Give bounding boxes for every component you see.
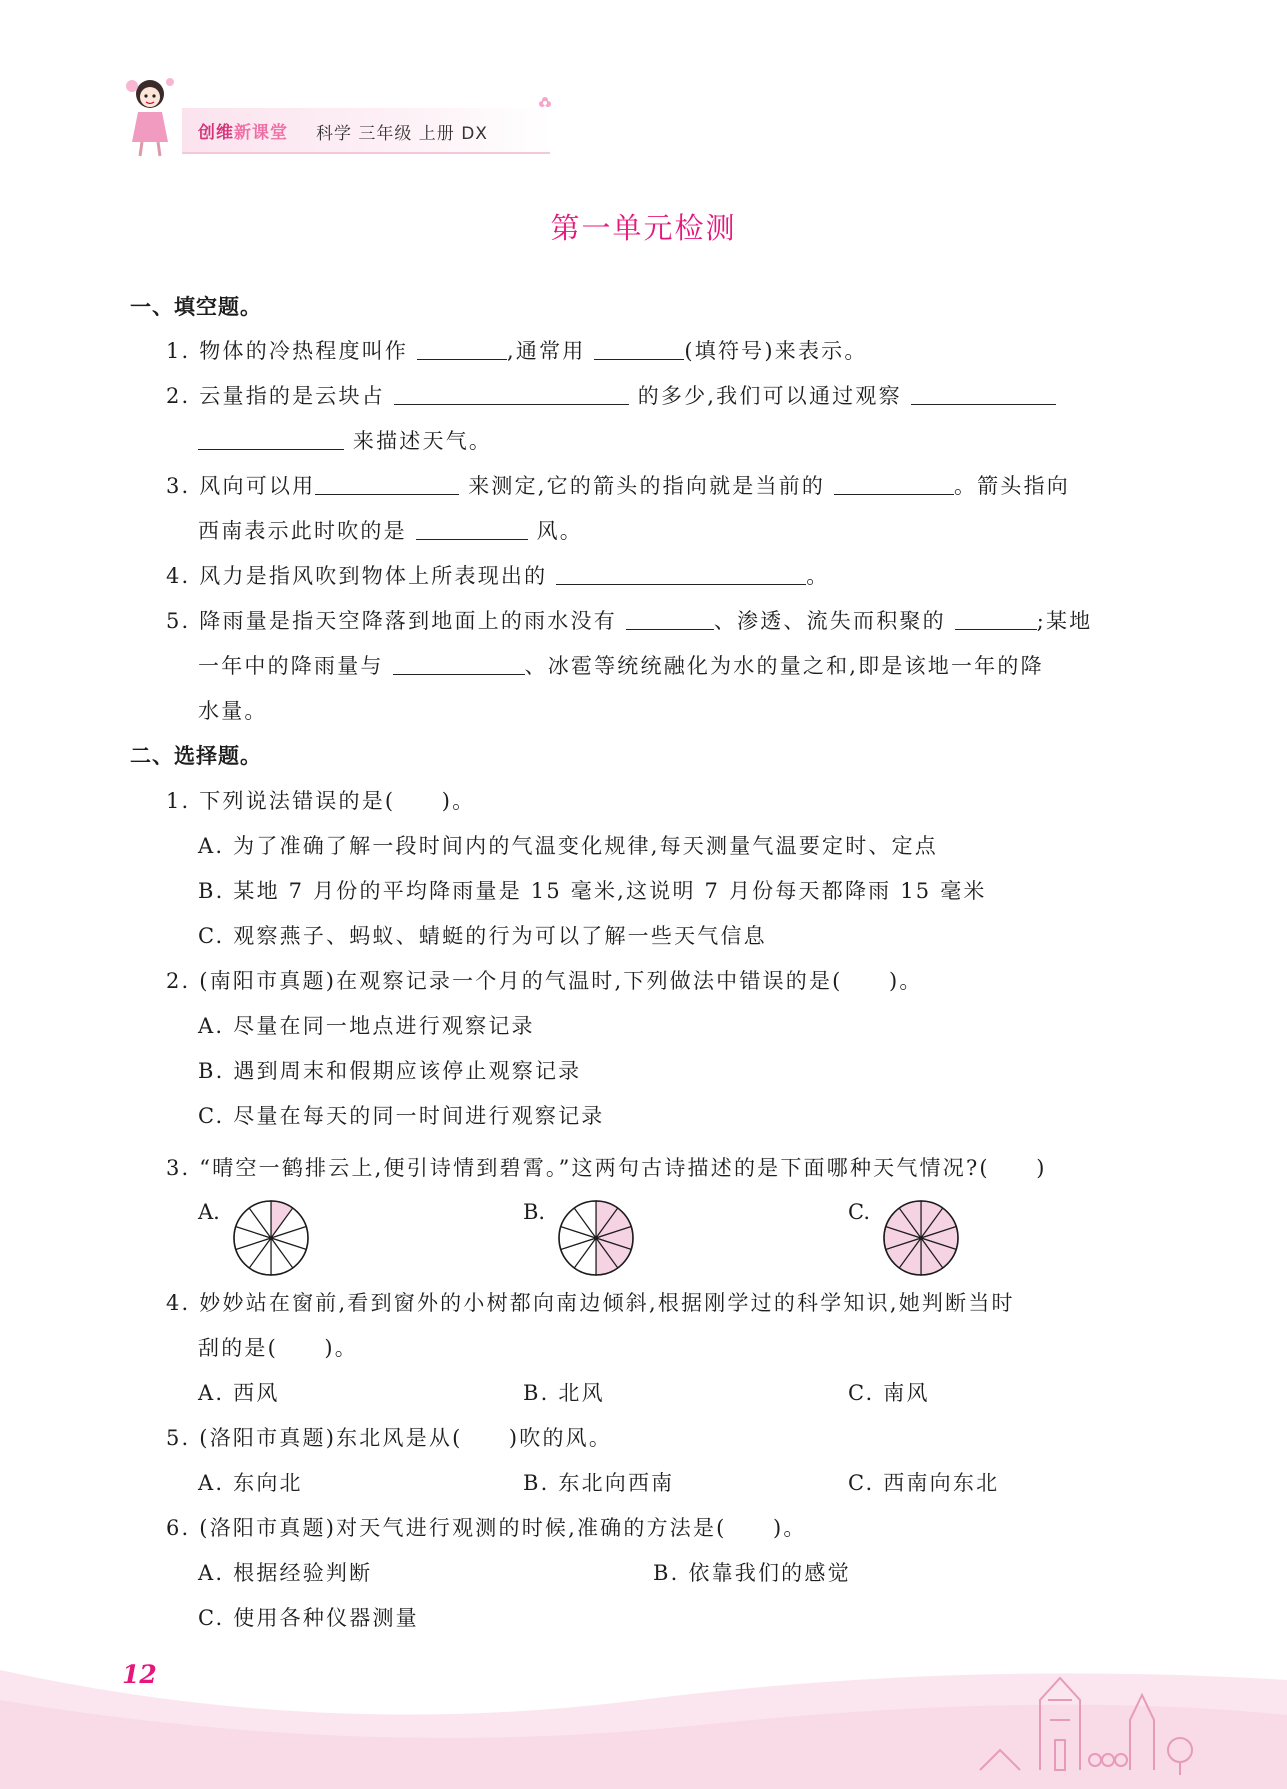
flower-icon <box>538 96 552 110</box>
q2-option-b[interactable]: B. 遇到周末和假期应该停止观察记录 <box>198 1059 582 1083</box>
choice-question-4-cont: 刮的是( )。 <box>198 1336 358 1360</box>
answer-blank[interactable] <box>556 562 806 585</box>
q6-option-c[interactable]: C. 使用各种仪器测量 <box>198 1606 419 1630</box>
q3-text-d: 西南表示此时吹的是 <box>198 519 407 543</box>
fill-question-1 <box>166 336 868 366</box>
q4-option-b[interactable]: B. 北风 <box>523 1381 605 1405</box>
answer-blank[interactable] <box>834 472 954 495</box>
q5-option-b[interactable]: B. 东北向西南 <box>523 1471 675 1495</box>
fill-question-5-end: 水量。 <box>198 699 268 723</box>
q1-text-c: (填符号)来表示。 <box>684 339 868 363</box>
q3-text-a: 3. 风向可以用 <box>166 474 316 498</box>
q1-option-b[interactable]: B. 某地 7 月份的平均降雨量是 15 毫米,这说明 7 月份每天都降雨 15 毫米 <box>198 879 987 903</box>
q4-option-a[interactable]: A. 西风 <box>198 1381 280 1405</box>
q4-text-a: 4. 风力是指风吹到物体上所表现出的 <box>166 564 548 588</box>
q6-option-b[interactable]: B. 依靠我们的感觉 <box>653 1561 851 1585</box>
fill-question-3 <box>166 471 1070 501</box>
section1-heading: 一、填空题。 <box>130 295 262 319</box>
section2-heading: 二、选择题。 <box>130 744 262 768</box>
q5-text-d: 一年中的降雨量与 <box>198 654 384 678</box>
answer-blank[interactable] <box>315 472 459 495</box>
mascot-illustration <box>120 72 190 158</box>
cloud-cover-chart-a[interactable] <box>231 1198 311 1278</box>
q3-text-c: 。箭头指向 <box>953 474 1070 498</box>
fill-question-3-cont <box>198 516 583 546</box>
answer-blank[interactable] <box>393 652 525 675</box>
q2-text-c: 来描述天气。 <box>352 429 493 453</box>
q4-option-c[interactable]: C. 南风 <box>848 1381 930 1405</box>
q2-option-a[interactable]: A. 尽量在同一地点进行观察记录 <box>198 1014 535 1038</box>
q6-option-a[interactable]: A. 根据经验判断 <box>198 1561 373 1585</box>
q1-text-b: ,通常用 <box>507 339 586 363</box>
answer-blank[interactable] <box>394 382 629 405</box>
choice-question-6: 6. (洛阳市真题)对天气进行观测的时候,准确的方法是( )。 <box>166 1516 807 1540</box>
q5-option-c[interactable]: C. 西南向东北 <box>848 1471 1000 1495</box>
answer-blank[interactable] <box>955 607 1037 630</box>
q2-text-a: 2. 云量指的是云块占 <box>166 384 385 408</box>
choice-question-3: 3. “晴空一鹤排云上,便引诗情到碧霄。”这两句古诗描述的是下面哪种天气情况?( ) <box>166 1156 1047 1180</box>
answer-blank[interactable] <box>594 337 684 360</box>
brand-name <box>198 118 288 143</box>
fill-question-2 <box>166 381 1056 411</box>
answer-blank[interactable] <box>416 517 528 540</box>
choice-question-5: 5. (洛阳市真题)东北风是从( )吹的风。 <box>166 1426 613 1450</box>
brand-part1: 创维 <box>198 123 234 143</box>
q3-option-a-label[interactable]: A. <box>198 1200 220 1224</box>
q3-text-e: 风。 <box>536 519 583 543</box>
answer-blank[interactable] <box>198 427 344 450</box>
fill-question-5 <box>166 606 1092 636</box>
cloud-cover-chart-c[interactable] <box>881 1198 961 1278</box>
choice-question-4: 4. 妙妙站在窗前,看到窗外的小树都向南边倾斜,根据刚学过的科学知识,她判断当时 <box>166 1291 1015 1315</box>
choice-question-1: 1. 下列说法错误的是( )。 <box>166 789 476 813</box>
q5-text-c: ;某地 <box>1036 609 1093 633</box>
cloud-cover-chart-b[interactable] <box>556 1198 636 1278</box>
castle-illustration <box>960 1640 1200 1780</box>
q3-option-b-label[interactable]: B. <box>523 1200 546 1224</box>
page-title: 第一单元检测 <box>550 211 737 245</box>
q5-text-b: 、渗透、流失而积聚的 <box>713 609 946 633</box>
q5-option-a[interactable]: A. 东向北 <box>198 1471 303 1495</box>
subject-label: 科学 三年级 上册 DX <box>316 124 488 144</box>
fill-question-4 <box>166 561 829 591</box>
brand-part2: 新课堂 <box>234 123 288 143</box>
q1-option-a[interactable]: A. 为了准确了解一段时间内的气温变化规律,每天测量气温要定时、定点 <box>198 834 938 858</box>
q1-text-a: 1. 物体的冷热程度叫作 <box>166 339 409 363</box>
q4-text-b: 。 <box>806 564 830 588</box>
answer-blank[interactable] <box>911 382 1056 405</box>
fill-question-2-cont <box>198 426 492 456</box>
answer-blank[interactable] <box>626 607 714 630</box>
choice-question-2: 2. (南阳市真题)在观察记录一个月的气温时,下列做法中错误的是( )。 <box>166 969 923 993</box>
header-banner <box>120 72 550 158</box>
fill-question-5-cont <box>198 651 1044 681</box>
q2-option-c[interactable]: C. 尽量在每天的同一时间进行观察记录 <box>198 1104 605 1128</box>
q5-text-a: 5. 降雨量是指天空降落到地面上的雨水没有 <box>166 609 617 633</box>
q1-option-c[interactable]: C. 观察燕子、蚂蚁、蜻蜓的行为可以了解一些天气信息 <box>198 924 767 948</box>
page-number: 12 <box>122 1660 157 1689</box>
answer-blank[interactable] <box>417 337 507 360</box>
q5-text-e: 、冰雹等统统融化为水的量之和,即是该地一年的降 <box>524 654 1044 678</box>
q3-text-b: 来测定,它的箭头的指向就是当前的 <box>468 474 826 498</box>
q3-option-c-label[interactable]: C. <box>848 1200 870 1224</box>
q2-text-b: 的多少,我们可以通过观察 <box>637 384 902 408</box>
